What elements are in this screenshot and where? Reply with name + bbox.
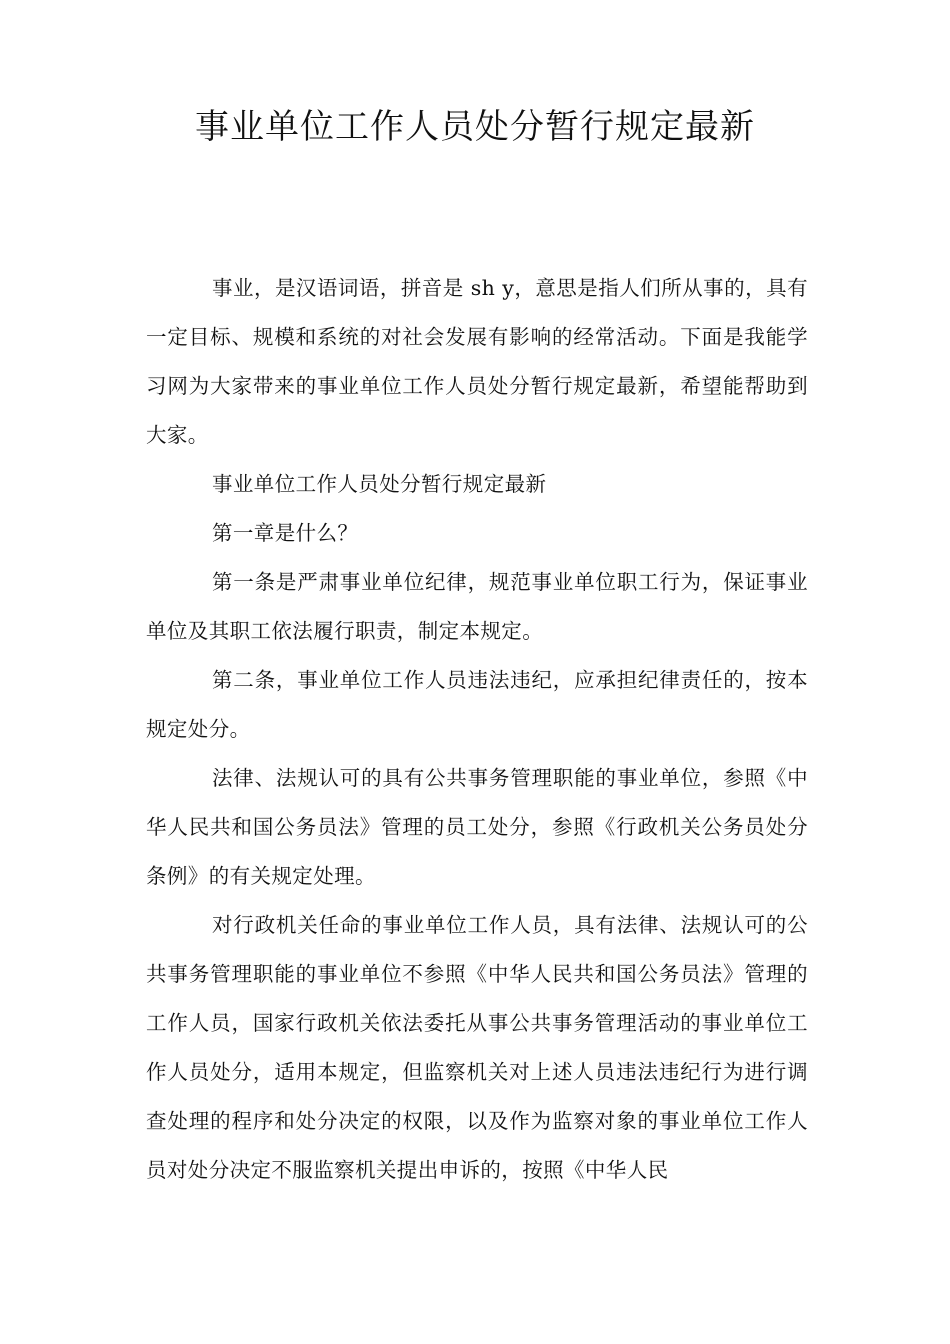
article-2-paragraph: 第二条，事业单位工作人员违法违纪，应承担纪律责任的，按本规定处分。 [146, 668, 808, 741]
section-heading: 事业单位工作人员处分暂行规定最新 [212, 472, 547, 496]
document-body [146, 264, 808, 1195]
chapter-heading: 第一章是什么？ [212, 521, 359, 545]
intro-paragraph: 事业，是汉语词语，拼音是 sh y，意思是指人们所从事的，具有一定目标、规模和系统的对社会发展有影响的经常活动。下面是我能学习网为大家带来的事业单位工作人员处分暂行规定最新，希望能帮助到大家。 [146, 276, 808, 447]
article-1-paragraph: 第一条是严肃事业单位纪律，规范事业单位职工行为，保证事业单位及其职工依法履行职责，制定本规定。 [146, 570, 808, 643]
document-title: 事业单位工作人员处分暂行规定最新 [195, 107, 755, 147]
scope-paragraph: 对行政机关任命的事业单位工作人员，具有法律、法规认可的公共事务管理职能的事业单位不参照《中华人民共和国公务员法》管理的工作人员，国家行政机关依法委托从事公共事务管理活动的事业单位工作人员处分，适用本规定，但监察机关对上述人员违法违纪行为进行调查处理的程序和处分决定的权限，以及作为监察对象的事业单位工作人员对处分决定不服监察机关提出申诉的，按照《中华人民 [146, 913, 808, 1182]
reference-paragraph: 法律、法规认可的具有公共事务管理职能的事业单位，参照《中华人民共和国公务员法》管理的员工处分，参照《行政机关公务员处分条例》的有关规定处理。 [146, 766, 808, 888]
